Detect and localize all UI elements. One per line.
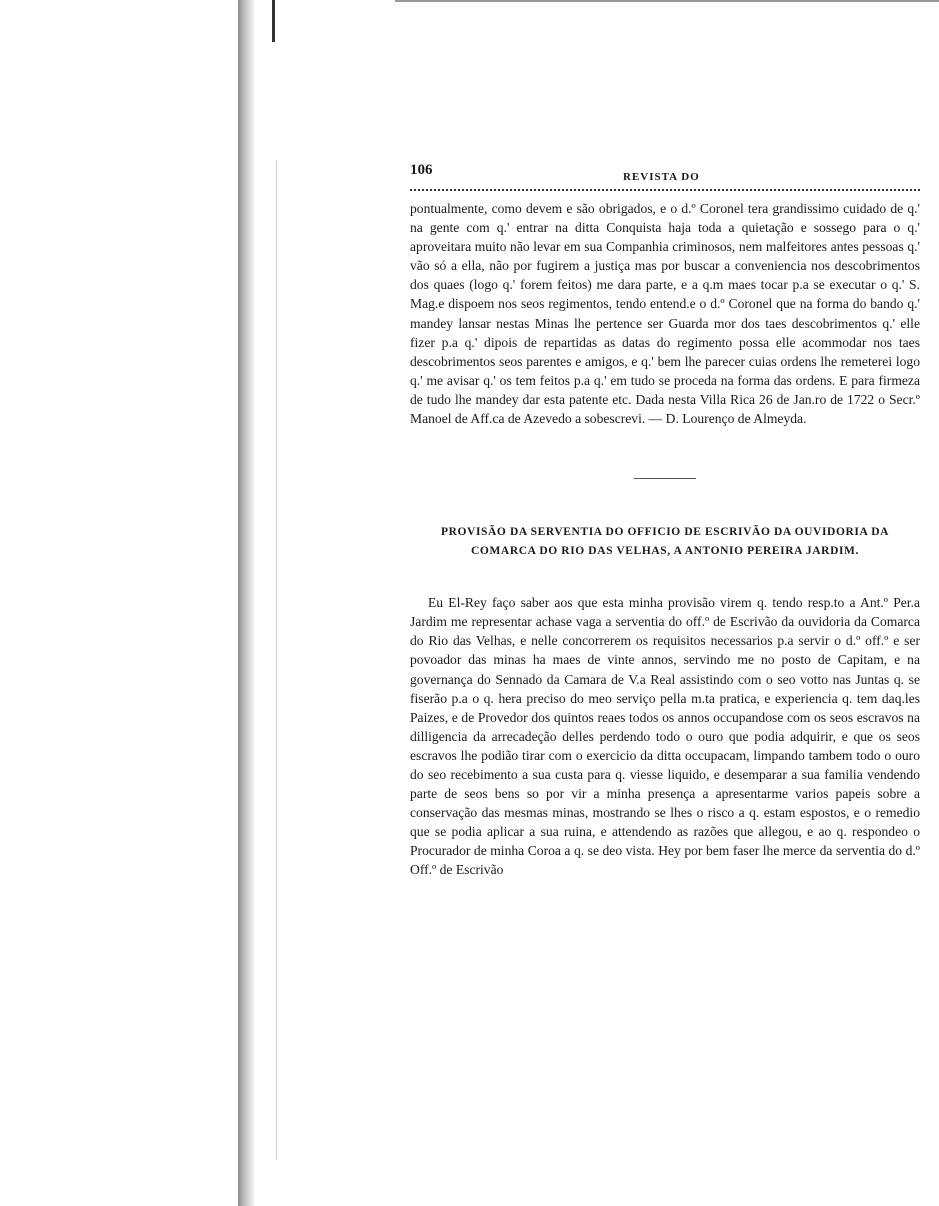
paragraph-patent-continuation: pontualmente, como devem e são obrigados, e o d.º Coronel tera grandissimo cuidado de q.' na gente com q.' entrar na ditta Conquista haja toda a quietação e sossego para o q.' aproveitara muito não levar em sua Companhia criminosos, nem malfeitores antes pessoas q.' vão só a ella, não por fugirem a justiça mas por buscar a conveniencia nos descobrimentos dos quaes (logo q.' forem feitos) me dara parte, e a q.m maes tocar p.a se executar o q.' S. Mag.e dispoem nos seos regimentos, tendo entend.e o d.º Coronel que na forma do bando q.' mandey lansar nestas Minas lhe pertence ser Guarda mor dos taes descobrimentos q.' elle fizer p.a q.' dipois de repartidas as datas do regimento possa elle acommodar nos taes descobrimentos seos parentes e amigos, e q.' bem lhe parecer cuias ordens lhe remeterei logo q.' me avisar q.' os tem feitos p.a q.' em tudo se proceda na forma das ordens. E para firmeza de tudo lhe mandey dar esta patente etc. Dada nesta Villa Rica 26 de Jan.ro de 1722 o Secr.º Manoel de Aff.ca de Azevedo a sobescrevi. — D. Lourenço de Almeyda. bbox=[410, 201, 920, 427]
page-edge-line bbox=[276, 160, 277, 1160]
section-heading bbox=[410, 523, 920, 561]
running-title: REVISTA DO bbox=[623, 171, 700, 183]
book-page bbox=[410, 160, 920, 880]
scan-edge-line bbox=[395, 0, 939, 2]
section-heading-line-2: COMARCA DO RIO DAS VELHAS, A ANTONIO PEREIRA JARDIM. bbox=[471, 545, 859, 558]
book-binding-shadow bbox=[238, 0, 254, 1206]
paragraph-provisao: Eu El-Rey faço saber aos que esta minha provisão virem q. tendo resp.to a Ant.º Per.a Jardim me representar achase vaga a serventia do off.º de Escrivão da ouvidoria da Comarca do Rio das Velhas, e nelle concorrerem os requisitos necessarios p.a servir o d.º off.º e ser povoador das minas ha maes de vinte annos, servindo me no posto de Capitam, e na governança do Sennado da Camara de V.a Real assistindo com o seo votto nas Juntas q. se fiserão p.a o q. hera preciso do meo serviço pella m.ta pratica, e experiencia q. tem daq.les Paizes, e de Provedor dos quintos reaes todos os annos occupandose com os seos escravos na dilligencia da arrecadeção delles perdendo todo o ouro que podia adquirir, e que os seos escravos lhe podião tirar com o exercicio da ditta occupacam, limpando tambem todo o ouro do seo recebimento a sua custa para q. viesse liquido, e desemparar a sua familia vendendo parte de seos bens so por vir a minha presença a apresentarme varios papeis sobre a conservação das mesmas minas, mostrando se lhes o risco a q. estam espostos, e o remedio que se podia aplicar a sua ruina, e attendendo as razões que allegou, e ao q. respondeo o Procurador de minha Coroa a q. se deo vista. Hey por bem faser lhe merce da serventia do d.º Off.º de Escrivão bbox=[410, 595, 920, 878]
page-number: 106 bbox=[410, 162, 433, 178]
book-binding-mark bbox=[272, 0, 275, 42]
running-header bbox=[410, 160, 920, 188]
header-rule bbox=[410, 189, 920, 191]
section-heading-line-1: PROVISÃO DA SERVENTIA DO OFFICIO DE ESCRIVÃO DA OUVIDORIA DA bbox=[440, 526, 890, 539]
section-separator bbox=[634, 478, 696, 479]
